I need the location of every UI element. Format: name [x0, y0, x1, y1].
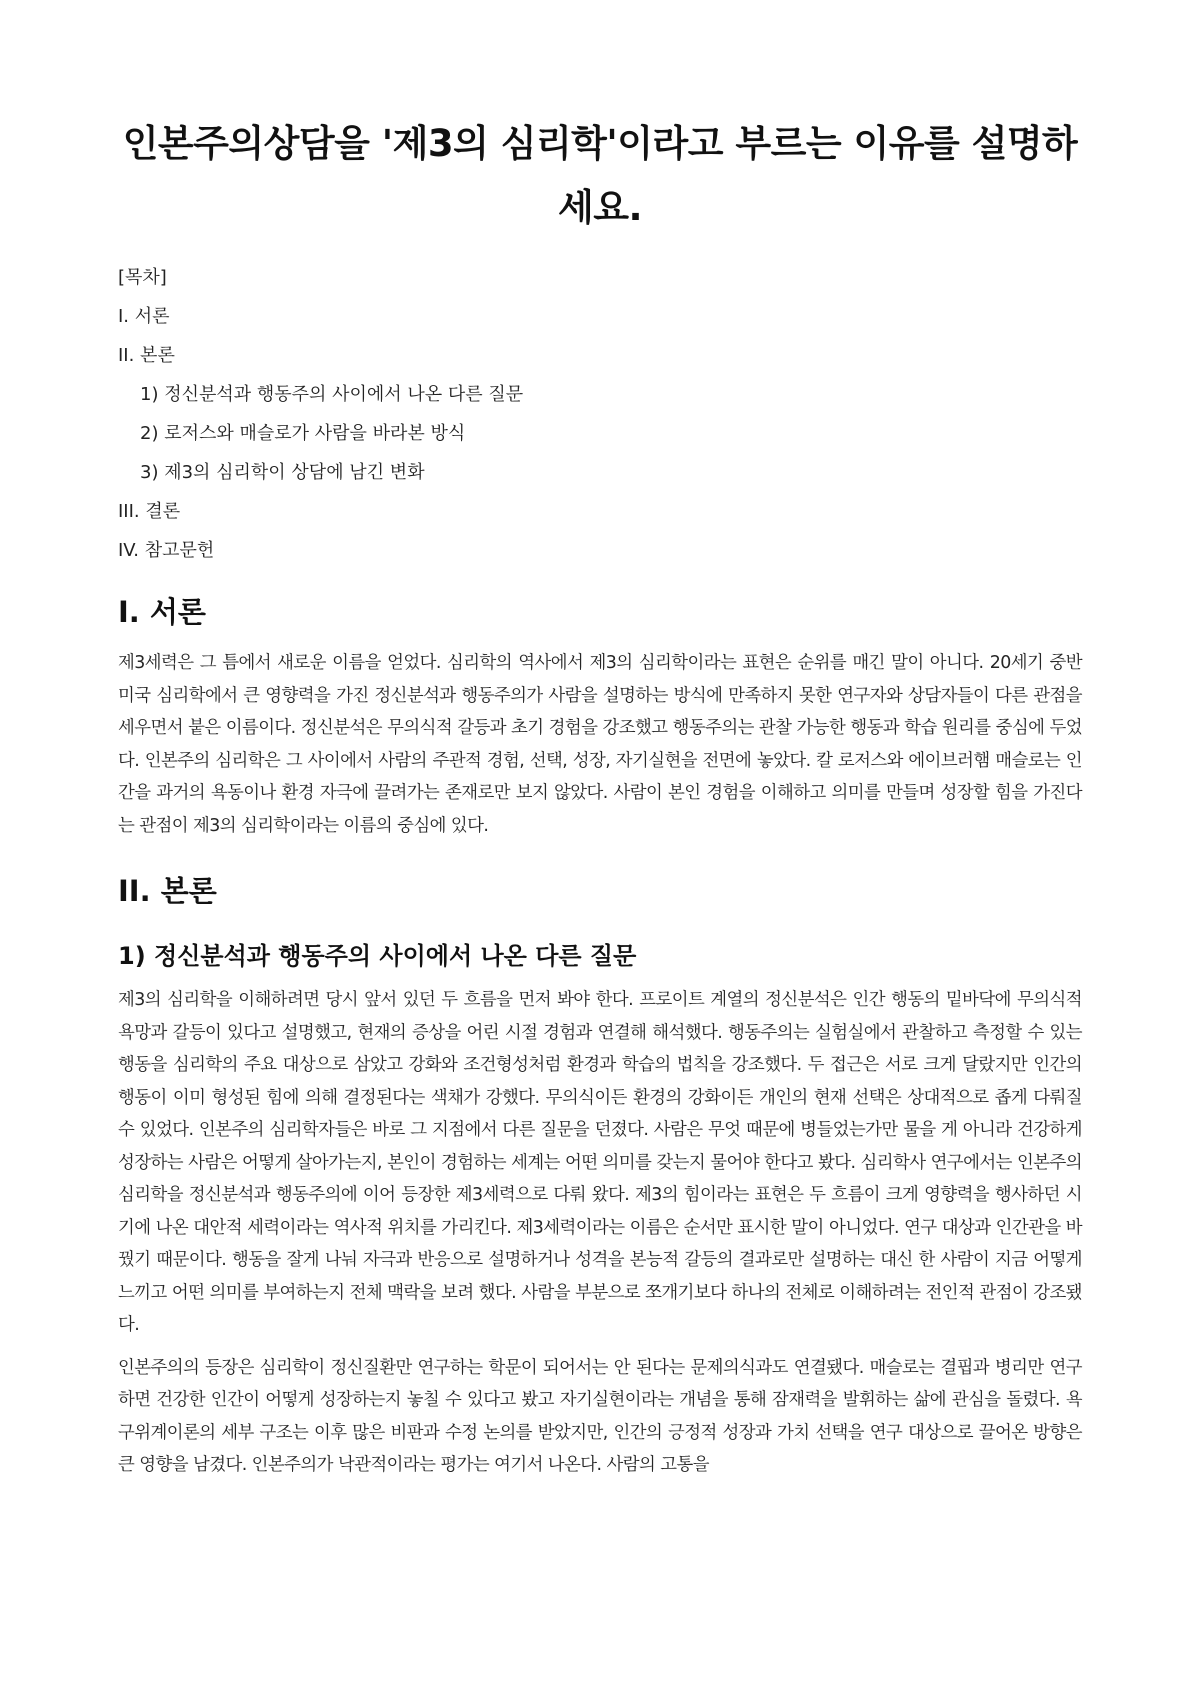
- introduction-paragraph: 제3세력은 그 틈에서 새로운 이름을 얻었다. 심리학의 역사에서 제3의 심리학이라는 표현은 순위를 매긴 말이 아니다. 20세기 중반 미국 심리학에서 큰 영향력을 가진 정신분석과 행동주의가 사람을 설명하는 방식에 만족하지 못한 연구자와 상담자들이 다른 관점을 세우면서 붙은 이름이다. 정신분석은 무의식적 갈등과 초기 경험을 강조했고 행동주의는 관찰 가능한 행동과 학습 원리를 중심에 두었다. 인본주의 심리학은 그 사이에서 사람의 주관적 경험, 선택, 성장, 자기실현을 전면에 놓았다. 칼 로저스와 에이브러햄 매슬로는 인간을 과거의 욕동이나 환경 자극에 끌려가는 존재로만 보지 않았다. 사람이 본인 경험을 이해하고 의미를 만들며 성장할 힘을 가진다는 관점이 제3의 심리학이라는 이름의 중심에 있다.: [118, 653, 1082, 836]
- subsection-heading-1: 1) 정신분석과 행동주의 사이에서 나온 다른 질문: [118, 942, 637, 970]
- toc-item-body-1: 1) 정신분석과 행동주의 사이에서 나온 다른 질문: [140, 384, 524, 405]
- body-paragraph: 인본주의의 등장은 심리학이 정신질환만 연구하는 학문이 되어서는 안 된다는 문제의식과도 연결됐다. 매슬로는 결핍과 병리만 연구하면 건강한 인간이 어떻게 성장하는지 놓칠 수 있다고 봤고 자기실현이라는 개념을 통해 잠재력을 발휘하는 삶에 관심을 돌렸다. 욕구위계이론의 세부 구조는 이후 많은 비판과 수정 논의를 받았지만, 인간의 긍정적 성장과 가치 선택을 연구 대상으로 끌어온 방향은 큰 영향을 남겼다. 인본주의가 낙관적이라는 평가는 여기서 나온다. 사람의 고통을: [118, 1357, 1082, 1475]
- toc-item-conclusion: III. 결론: [118, 501, 181, 522]
- toc-item-body-3: 3) 제3의 심리학이 상담에 남긴 변화: [140, 462, 425, 483]
- toc-item-body-2: 2) 로저스와 매슬로가 사람을 바라본 방식: [140, 423, 466, 444]
- section-heading-body: II. 본론: [118, 874, 217, 908]
- toc-heading: [목차]: [118, 267, 167, 288]
- document-title: 인본주의상담을 '제3의 심리학'이라고 부르는 이유를 설명하세요.: [122, 122, 1078, 229]
- toc-item-introduction: I. 서론: [118, 306, 170, 327]
- toc-item-body: II. 본론: [118, 345, 175, 366]
- section-heading-introduction: I. 서론: [118, 595, 206, 629]
- body-paragraph: 제3의 심리학을 이해하려면 당시 앞서 있던 두 흐름을 먼저 봐야 한다. 프로이트 계열의 정신분석은 인간 행동의 밑바닥에 무의식적 욕망과 갈등이 있다고 설명했고, 현재의 증상을 어린 시절 경험과 연결해 해석했다. 행동주의는 실험실에서 관찰하고 측정할 수 있는 행동을 심리학의 주요 대상으로 삼았고 강화와 조건형성처럼 환경과 학습의 법칙을 강조했다. 두 접근은 서로 크게 달랐지만 인간의 행동이 이미 형성된 힘에 의해 결정된다는 색채가 강했다. 무의식이든 환경의 강화이든 개인의 현재 선택은 상대적으로 좁게 다뤄질 수 있었다. 인본주의 심리학자들은 바로 그 지점에서 다른 질문을 던졌다. 사람은 무엇 때문에 병들었는가만 물을 게 아니라 건강하게 성장하는 사람은 어떻게 살아가는지, 본인이 경험하는 세계는 어떤 의미를 갖는지 물어야 한다고 봤다. 심리학사 연구에서는 인본주의 심리학을 정신분석과 행동주의에 이어 등장한 제3세력으로 다뤄 왔다. 제3의 힘이라는 표현은 두 흐름이 크게 영향력을 행사하던 시기에 나온 대안적 세력이라는 역사적 위치를 가리킨다. 제3세력이라는 이름은 순서만 표시한 말이 아니었다. 연구 대상과 인간관을 바꿨기 때문이다. 행동을 잘게 나눠 자극과 반응으로 설명하거나 성격을 본능적 갈등의 결과로만 설명하는 대신 한 사람이 지금 어떻게 느끼고 어떤 의미를 부여하는지 전체 맥락을 보려 했다. 사람을 부분으로 쪼개기보다 하나의 전체로 이해하려는 전인적 관점이 강조됐다.: [118, 990, 1082, 1335]
- table-of-contents: [118, 266, 1082, 563]
- toc-item-references: IV. 참고문헌: [118, 540, 215, 561]
